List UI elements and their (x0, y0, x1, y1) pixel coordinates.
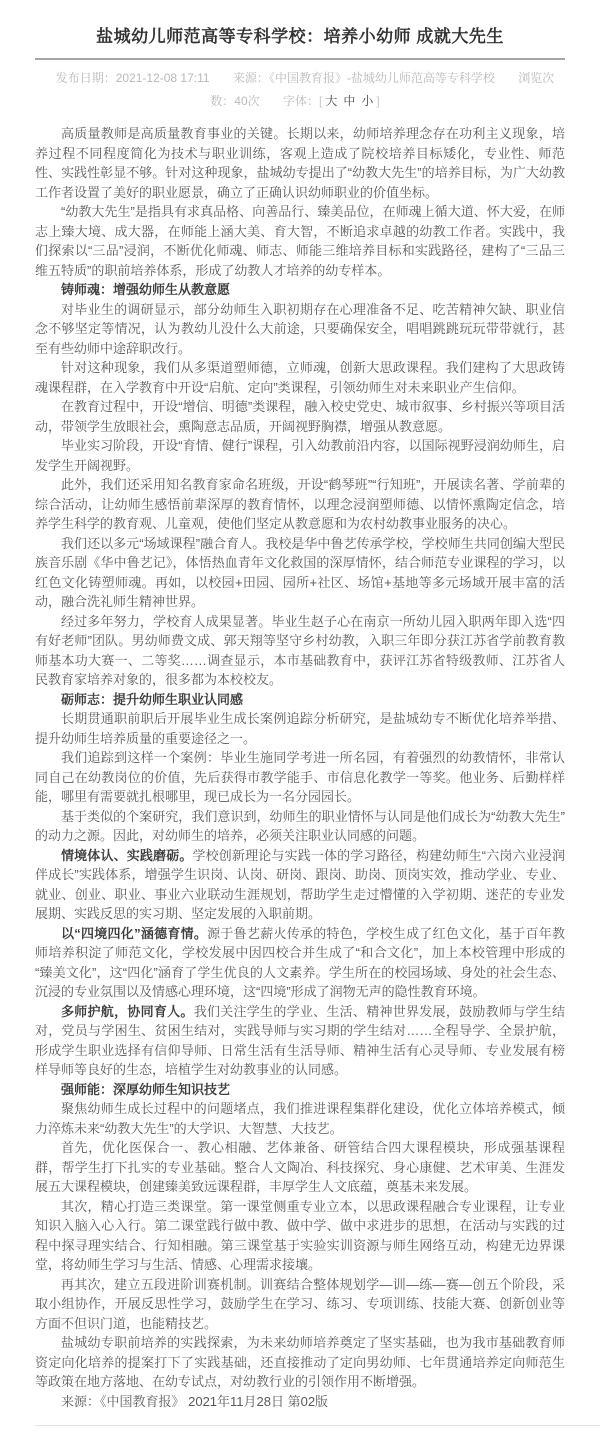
paragraph: 以“四境四化”涵德育情。源于鲁艺薪火传承的特色，学校生成了红色文化，基于百年教师培养积淀了师范文化，学校发展中因四校合并生成了“和合文化”，加上本校管理中形成的“臻美文化”，这“四化”涵育了学生优良的人文素养。学生所在的校园场域、身处的社会生态、沉浸的专业氛围以及情感心理环境，这“四境”形成了润物无声的隐性教育环境。 (35, 925, 565, 999)
bracket-close: ] (376, 94, 380, 108)
paragraph: 聚焦幼师生成长过程中的问题堵点，我们推进课程集群化建设，优化立体培养模式，倾力淬炼未来“幼教大先生”的大学识、大智慧、大技艺。 (35, 1101, 565, 1136)
publish-date-value: 2021-12-08 17:11 (115, 71, 210, 85)
paragraph: 来源：《中国教育报》 2021年11月28日 第02版 (61, 1393, 329, 1409)
font-size-small[interactable]: 小 (361, 94, 374, 108)
paragraph: 我们追踪到这样一个案例：毕业生施同学考进一所名园，有着强烈的幼教情怀，非常认同自己在幼教岗位的价值，先后获得市教学能手、市信息化教学一等奖。他业务、后勤样样能，哪里有需要就扎根哪里，现已成长为一名分园园长。 (35, 750, 565, 804)
paragraph: 在教育过程中，开设“增信、明德”类课程，融入校史党史、城市叙事、乡村振兴等项目活动，带领学生放眼社会，熏陶意志品质，开阔视野胸襟，增强从教意愿。 (35, 399, 565, 434)
font-size-large[interactable]: 大 (325, 94, 338, 108)
paragraph: 基于类似的个案研究，我们意识到，幼师生的职业情怀与认同是他们成长为“幼教大先生”的动力之源。因此，对幼师生的培养，必须关注职业认同感的问题。 (35, 808, 565, 843)
paragraph: 首先，优化医保合一、教心相融、艺体兼备、研管结合四大课程模块，形成强基课程群，帮学生打下扎实的专业基础。整合人文陶冶、科技探究、身心康健、艺术审美、生涯发展五大课程模块，创建臻美致远课程群，丰厚学生人文底蕴，奠基未来发展。 (35, 1140, 565, 1194)
section-heading: 强师能：深厚幼师生知识技艺 (61, 1081, 231, 1097)
paragraph: 盐城幼专职前培养的实践探索，为未来幼师培养奠定了坚实基础，也为我市基础教育师资定向化培养的提案打下了实践基础，还直接推动了定向男幼师、七年贯通培养定向师范生等政策在地方落地、在幼专试点，对幼教行业的引领作用不断增强。 (35, 1335, 565, 1389)
title-divider (35, 58, 565, 60)
font-size-control (283, 94, 380, 108)
paragraph: 高质量教师是高质量教育事业的关键。长期以来，幼师培养理念存在功利主义现象，培养过程不同程度简化为技术与职业训练，客观上造成了院校培养目标矮化，专业性、师范性、实践性彰显不够。针对这种现象，盐城幼专提出了“幼教大先生”的培养目标，为广大幼教工作者设置了美好的职业愿景，确立了正确认识幼师职业的价值坐标。 (35, 126, 565, 200)
view-count-label: 浏览次数： (210, 71, 555, 108)
view-count-value: 40次 (234, 94, 260, 108)
font-size-medium[interactable]: 中 (343, 94, 356, 108)
font-size-buttons (322, 94, 376, 108)
paragraph: 情境体认、实践磨砺。学校创新理论与实践一体的学习路径，构建幼师生“六岗六业浸润伴成长”实践体系，增强学生识岗、认岗、研岗、跟岗、助岗、顶岗实效，推动学业、专业、就业、创业、职业、事业六业联动生涯规划，帮助学生走过懵懂的入学初期、迷茫的专业发展期、实践反思的实习期、坚定发展的入职前期。 (35, 847, 565, 921)
paragraph: 此外，我们还采用知名教育家命名班级，开设“鹤琴班”“行知班”，开展读名著、学前辈的综合活动，让幼师生感悟前辈深厚的教育情怀，以理念浸润塑师德、以情怀熏陶定信念，培养学生科学的教育观、儿童观，使他们坚定从教意愿和为农村幼教事业服务的决心。 (35, 477, 565, 531)
paragraph: 经过多年努力，学校育人成果显著。毕业生赵子心在南京一所幼儿园入职两年即入选“四有好老师”团队。男幼师费文成、郭天翔等坚守乡村幼教，入职三年即分获江苏省学前教育教师基本功大赛一、二等奖……调查显示，本市基础教育中，获评江苏省特级教师、江苏省人民教育家培养对象的，很多都为本校校友。 (35, 613, 565, 687)
paragraph: 其次，精心打造三类课堂。第一课堂侧重专业立本，以思政课程融合专业课程，让专业知识入脑入心入行。第二课堂践行做中教、做中学、做中求进步的思想，在活动与实践的过程中探寻理实结合、行知相融。第三课堂基于实验实训资源与师生网络互动，构建无边界课堂，将幼师生学习与生活、情感、心理需求接壤。 (35, 1198, 565, 1272)
article-page (35, 0, 565, 1411)
paragraph: “幼教大先生”是指具有求真品格、向善品行、臻美品位，在师魂上循大道、怀大爱，在师志上臻大境、成大器，在师能上涵大美、育大智，不断追求卓越的幼教工作者。实践中，我们探索以“三品”浸润，不断优化师魂、师志、师能三维培养目标和实践路径，建构了“三品三维五特质”的职前培养体系，形成了幼教人才培养的幼专样本。 (35, 204, 565, 278)
source (233, 71, 495, 85)
paragraph: 对毕业生的调研显示，部分幼师生入职初期存在心理准备不足、吃苦精神欠缺、职业信念不够坚定等情况，认为教幼儿没什么大前途，只要确保安全，唱唱跳跳玩玩带带就行，甚至有些幼师中途辞职改行。 (35, 301, 565, 356)
paragraph: 毕业实习阶段，开设“育情、健行”课程，引入幼教前沿内容，以国际视野浸润幼师生，启发学生开阔视野。 (35, 438, 565, 473)
source-label: 来源： (232, 71, 269, 85)
article-meta (35, 67, 565, 113)
paragraph: 长期贯通职前职后开展毕业生成长案例追踪分析研究，是盐城幼专不断优化培养举措、提升幼师生培养质量的重要途径之一。 (35, 711, 565, 746)
section-heading: 铸师魂：增强幼师生从教意愿 (61, 282, 231, 297)
paragraph: 多师护航，协同育人。我们关注学生的学业、生活、精神世界发展，鼓励教师与学生结对，党员与学困生、贫困生结对，实践导师与实习期的学生结对……全程导学、全景护航，形成学生职业选择有信仰导师、日常生活有生活导师、精神生活有心灵导师、专业发展有榜样导师等良好的生态，培植学生对幼教事业的认同感。 (35, 1003, 565, 1077)
section-heading: 砺师志：提升幼师生职业认同感 (61, 691, 244, 707)
page-title: 盐城幼儿师范高等专科学校：培养小幼师 成就大先生 (96, 27, 504, 46)
publish-date (56, 71, 210, 85)
source-value: 《中国教育报》-盐城幼儿师范高等专科学校 (268, 71, 495, 85)
paragraph: 我们还以多元“场域课程”融合育人。我校是华中鲁艺传承学校，学校师生共同创编大型民族音乐剧《华中鲁艺记》，体悟热血青年文化救国的深厚情怀，结合师范专业课程的学习，以红色文化铸塑师魂。再如，以校园+田园、园所+社区、场馆+基地等多元场域开展丰富的活动，融合洗礼师生精神世界。 (35, 535, 565, 609)
paragraph-lead: 以“四境四化”涵德育情。 (61, 925, 208, 941)
paragraph: 针对这种现象，我们从多渠道塑师德，立师魂，创新大思政课程。我们建构了大思政铸魂课程群，在入学教育中开设“启航、定向”类课程，引领幼师生对未来职业产生信仰。 (35, 360, 565, 395)
paragraph: 再其次，建立五段进阶训赛机制。训赛结合整体规划学—训—练—赛—创五个阶段，采取小组协作，开展反思性学习，鼓励学生在学习、练习、专项训练、技能大赛、创新创业等方面不但识门道，也能精技艺。 (35, 1276, 565, 1331)
bracket-open: [ (319, 94, 323, 108)
paragraph-lead: 情境体认、实践磨砺。 (61, 847, 193, 863)
article-body (35, 124, 565, 1411)
font-size-label: 字体： (282, 94, 319, 108)
paragraph-lead: 多师护航，协同育人。 (61, 1003, 194, 1019)
publish-date-label: 发布日期： (55, 71, 116, 85)
